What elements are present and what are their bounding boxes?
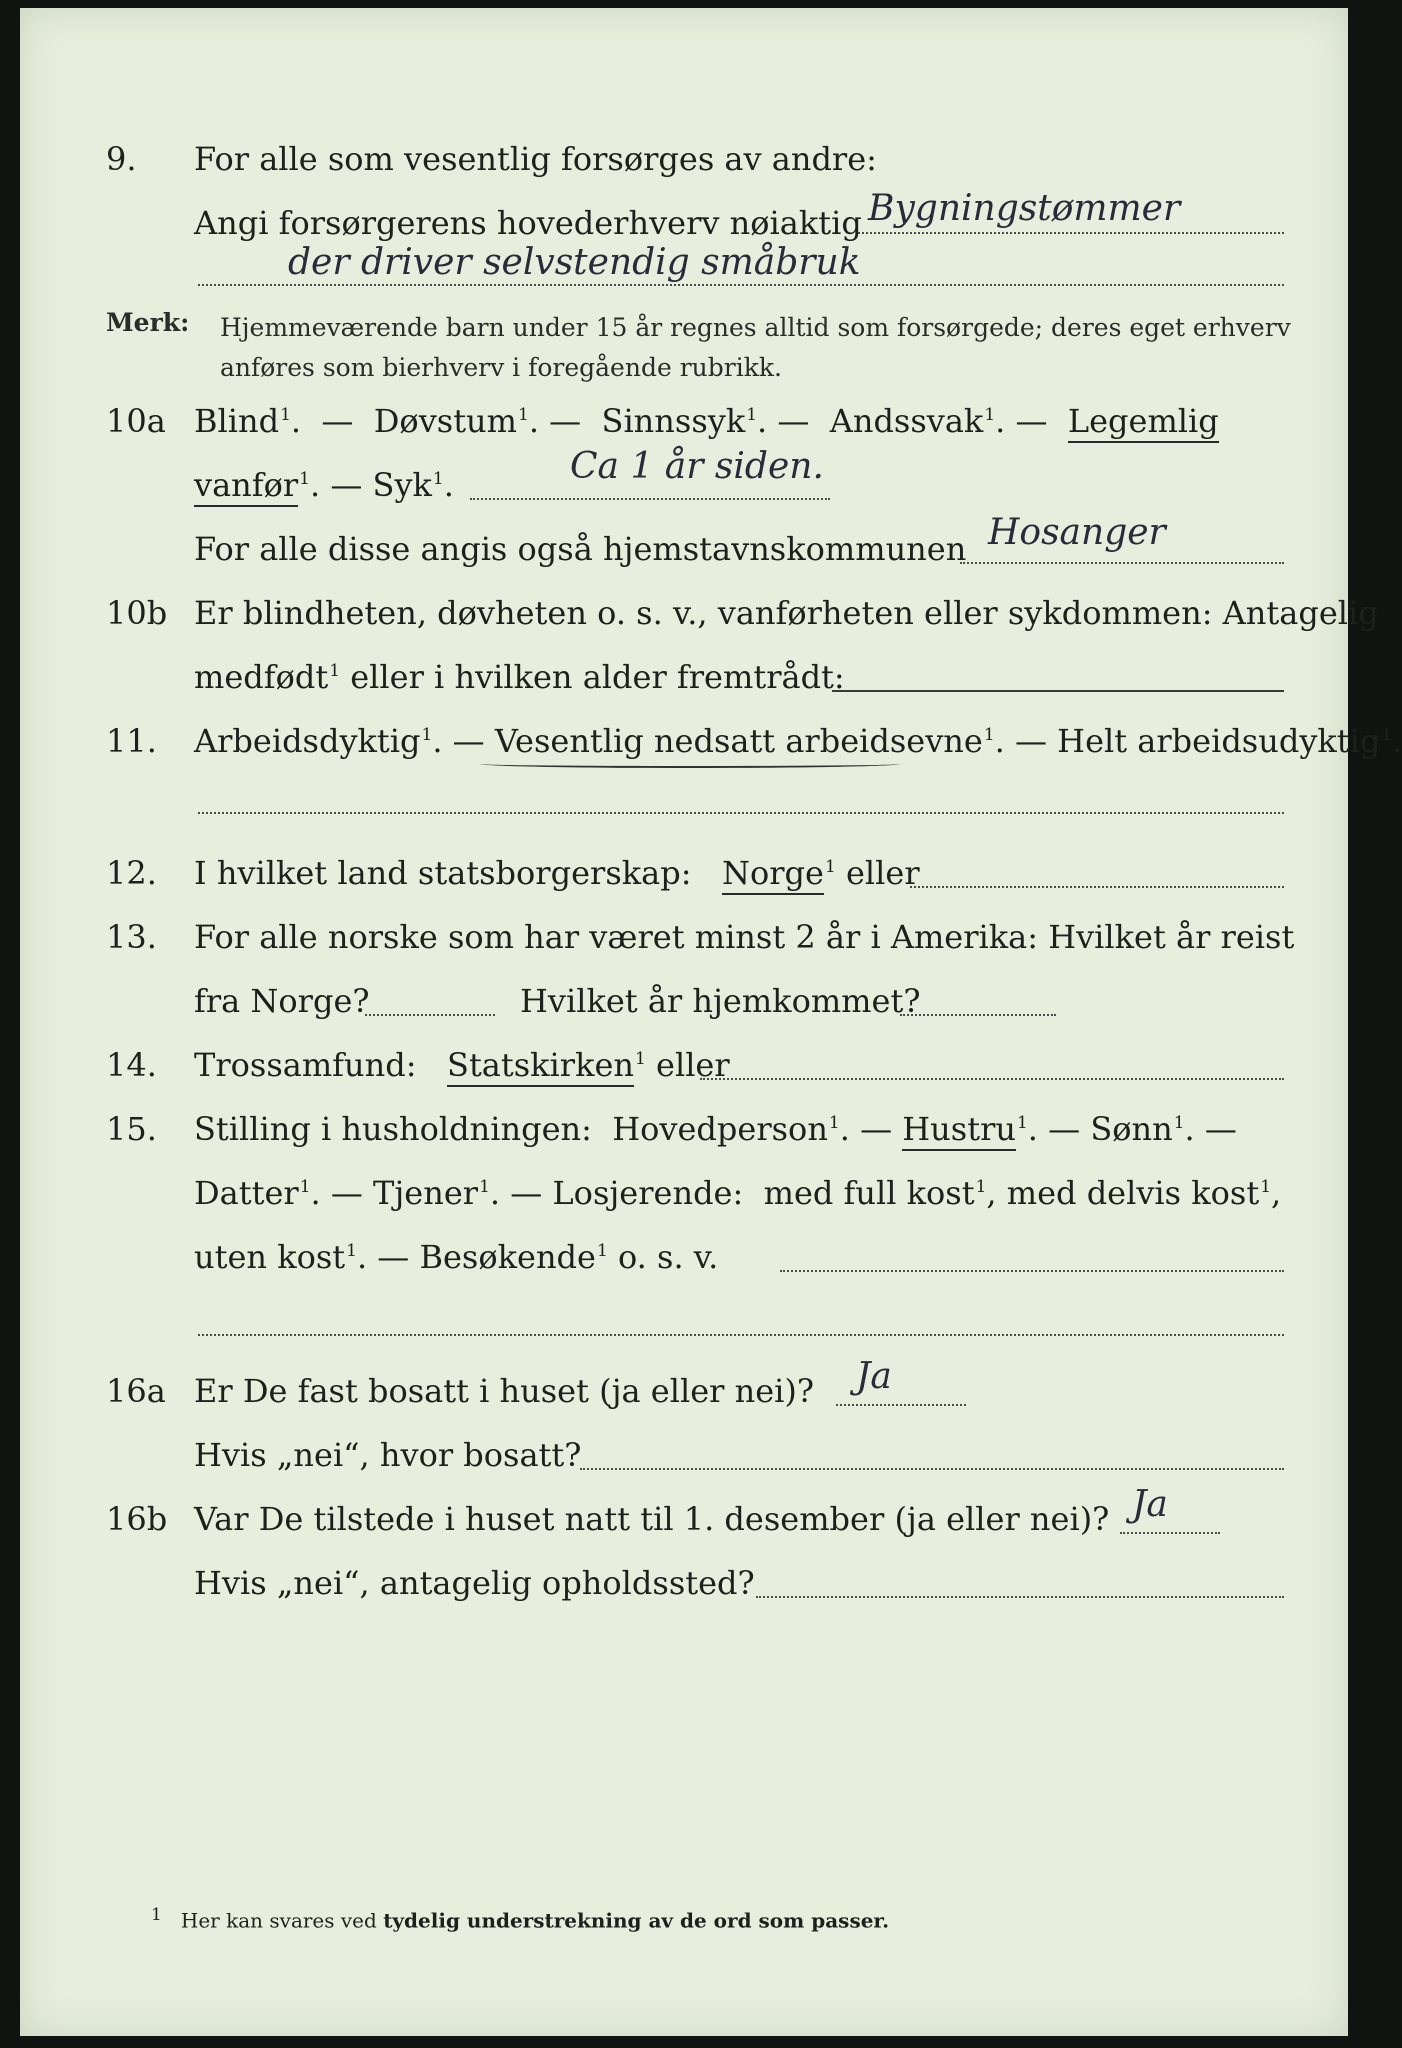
q12-answer-line [910, 886, 1284, 888]
opt-sinnssyk[interactable]: Sinnssyk [601, 402, 746, 440]
q9-answer-line-2 [198, 284, 1284, 286]
q13-reist-line [365, 1014, 495, 1016]
q16b-followup-line [756, 1596, 1284, 1598]
q10b-answer-line [832, 690, 1284, 692]
q16b-question: Var De tilstede i huset natt til 1. desember (ja eller nei)? [194, 1500, 1110, 1538]
opt-full-kost[interactable]: med full kost [763, 1174, 975, 1212]
q16a-answer-line [836, 1404, 966, 1406]
q9-question: For alle som vesentlig forsørges av andre: [194, 140, 877, 178]
q16b-number: 16b [106, 1500, 168, 1538]
merk-label: Merk: [106, 308, 190, 337]
opt-hovedperson[interactable]: Hovedperson [612, 1110, 828, 1148]
q10a-kommune-label: For alle disse angis også hjemstavnskommunen [194, 530, 967, 568]
q13-hjem-label: Hvilket år hjemkommet? [520, 982, 921, 1020]
footnote-mark: 1 [151, 1905, 162, 1925]
q10a-syk-line [470, 498, 830, 500]
q15-number: 15. [106, 1110, 157, 1148]
opt-norge[interactable]: Norge [722, 854, 824, 895]
opt-hustru[interactable]: Hustru [902, 1110, 1016, 1151]
opt-vanfor[interactable]: vanfør [194, 466, 298, 507]
q16a-followup: Hvis „nei“, hvor bosatt? [194, 1436, 582, 1474]
q14-question: Trossamfund: Statskirken$^1$ eller [194, 1046, 730, 1084]
opt-medfodt[interactable]: medfødt [194, 658, 329, 696]
q13-number: 13. [106, 918, 157, 956]
opt-udyktig[interactable]: Helt arbeidsudyktig [1057, 722, 1381, 760]
opt-arbeidsdyktig[interactable]: Arbeidsdyktig [194, 722, 421, 760]
q9-number: 9. [106, 140, 137, 178]
opt-datter[interactable]: Datter [194, 1174, 299, 1212]
opt-dovstum[interactable]: Døvstum [373, 402, 517, 440]
q13-hjem-line [900, 1014, 1056, 1016]
q9-answer-1[interactable]: Bygningstømmer [868, 188, 1181, 229]
q16b-followup: Hvis „nei“, antagelig opholdssted? [194, 1564, 755, 1602]
opt-blind[interactable]: Blind [194, 402, 280, 440]
footnote-text-b: tydelig understrekning av de ord som passer. [383, 1908, 890, 1933]
q16a-number: 16a [106, 1372, 166, 1410]
q16a-answer[interactable]: Ja [856, 1356, 892, 1397]
q15-options-2: Datter$^1$. — Tjener$^1$. — Losjerende: med full kost$^1$, med delvis kost$^1$, [194, 1174, 1282, 1212]
footnote [150, 1905, 889, 1933]
q11-number: 11. [106, 722, 157, 760]
q10b-question: Er blindheten, døvheten o. s. v., vanførheten eller sykdommen: Antagelig [194, 594, 1379, 632]
q16a-question: Er De fast bosatt i huset (ja eller nei)? [194, 1372, 815, 1410]
census-form-page [20, 8, 1402, 2036]
q15-options-3: uten kost$^1$. — Besøkende$^1$ o. s. v. [194, 1238, 719, 1276]
q10a-options-2: vanfør$^1$. — Syk$^1$. [194, 466, 454, 504]
q10a-number: 10a [106, 402, 166, 440]
q11-extra-line [198, 812, 1284, 814]
q15-extra-line [198, 1334, 1284, 1336]
q10a-syk-answer[interactable]: Ca 1 år siden. [570, 446, 824, 487]
q15-answer-line [780, 1270, 1284, 1272]
q15-options-1: Stilling i husholdningen: Hovedperson$^1$. — Hustru$^1$. — Sønn$^1$. — [194, 1110, 1237, 1148]
q16a-followup-line [580, 1468, 1284, 1470]
opt-nedsatt[interactable]: Vesentlig nedsatt arbeidsevne [494, 722, 983, 760]
merk-line-2: anføres som bierhverv i foregående rubrikk. [220, 353, 782, 382]
q13-question: For alle norske som har været minst 2 år i Amerika: Hvilket år reist [194, 918, 1295, 956]
q10a-options-1: Blind$^1$. — Døvstum$^1$. — Sinnssyk$^1$. — Andssvak$^1$. — Legemlig [194, 402, 1219, 440]
q10b-options: medfødt$^1$ eller i hvilken alder fremtrådt: [194, 658, 845, 696]
opt-andssvak[interactable]: Andssvak [829, 402, 984, 440]
opt-delvis-kost[interactable]: med delvis kost [1006, 1174, 1260, 1212]
q10b-number: 10b [106, 594, 168, 632]
opt-syk[interactable]: Syk [372, 466, 432, 504]
q11-options: Arbeidsdyktig$^1$. — Vesentlig nedsatt arbeidsevne$^1$. — Helt arbeidsudyktig$^1$. [194, 722, 1402, 760]
q13-reist-label: fra Norge? [194, 982, 370, 1020]
q10a-kommune-line [960, 562, 1284, 564]
q14-answer-line [700, 1078, 1284, 1080]
q16b-answer[interactable]: Ja [1132, 1484, 1168, 1525]
merk-body [220, 308, 1291, 388]
opt-legemlig[interactable]: Legemlig [1068, 402, 1219, 443]
q9-answer-2[interactable]: der driver selvstendig småbruk [288, 242, 861, 283]
q9-answer-line-1 [858, 232, 1284, 234]
q14-number: 14. [106, 1046, 157, 1084]
footnote-text-a: Her kan svares ved [180, 1908, 377, 1933]
merk-line-1: Hjemmeværende barn under 15 år regnes alltid som forsørgede; deres eget erhverv [220, 313, 1291, 342]
q10a-kommune-answer[interactable]: Hosanger [988, 512, 1166, 553]
q12-question: I hvilket land statsborgerskap: Norge$^1$ eller [194, 854, 920, 892]
opt-besokende[interactable]: Besøkende [419, 1238, 596, 1276]
opt-tjener[interactable]: Tjener [373, 1174, 479, 1212]
opt-sonn[interactable]: Sønn [1090, 1110, 1173, 1148]
q16b-answer-line [1120, 1532, 1220, 1534]
q12-number: 12. [106, 854, 157, 892]
q9-instruction: Angi forsørgerens hovederhverv nøiaktig [194, 204, 862, 242]
q11-underline-mark [480, 760, 900, 768]
opt-uten-kost[interactable]: uten kost [194, 1238, 346, 1276]
opt-statskirken[interactable]: Statskirken [447, 1046, 634, 1087]
